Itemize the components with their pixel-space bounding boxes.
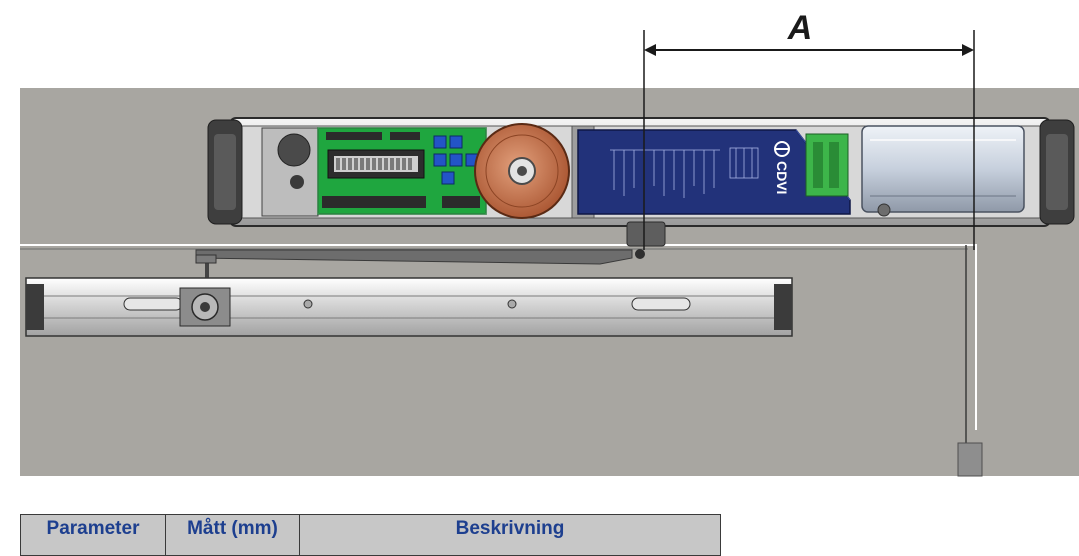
terminal-block-bottom [322, 196, 426, 208]
transformer [475, 124, 569, 218]
spec-table [20, 514, 721, 556]
slide-roller [180, 288, 230, 326]
terminal-block-top [326, 132, 382, 140]
track-slot-left [124, 298, 182, 310]
motor [862, 126, 1024, 216]
track-screw-2 [508, 300, 516, 308]
blue-button-2 [450, 136, 462, 148]
blue-button-6 [442, 172, 454, 184]
header-beskrivning: Beskrivning [300, 515, 721, 556]
door-stopper [958, 443, 982, 476]
dimension-label-a: A [787, 9, 813, 47]
track-slot-right [632, 298, 690, 310]
green-connector [806, 134, 848, 196]
control-board [318, 128, 486, 214]
slide-track [26, 278, 792, 336]
header-matt-mm: Mått (mm) [166, 515, 300, 556]
blue-button-4 [450, 154, 462, 166]
header-parameter: Parameter [21, 515, 166, 556]
capacitor [278, 134, 310, 166]
cdvi-logo-icon [774, 142, 790, 194]
small-capacitor [290, 175, 304, 189]
motor-bolt [878, 204, 890, 216]
blue-button-3 [434, 154, 446, 166]
blue-button-1 [434, 136, 446, 148]
track-screw-1 [304, 300, 312, 308]
brand-logo-text: CDVI [774, 161, 790, 195]
table-header-row [21, 515, 721, 556]
